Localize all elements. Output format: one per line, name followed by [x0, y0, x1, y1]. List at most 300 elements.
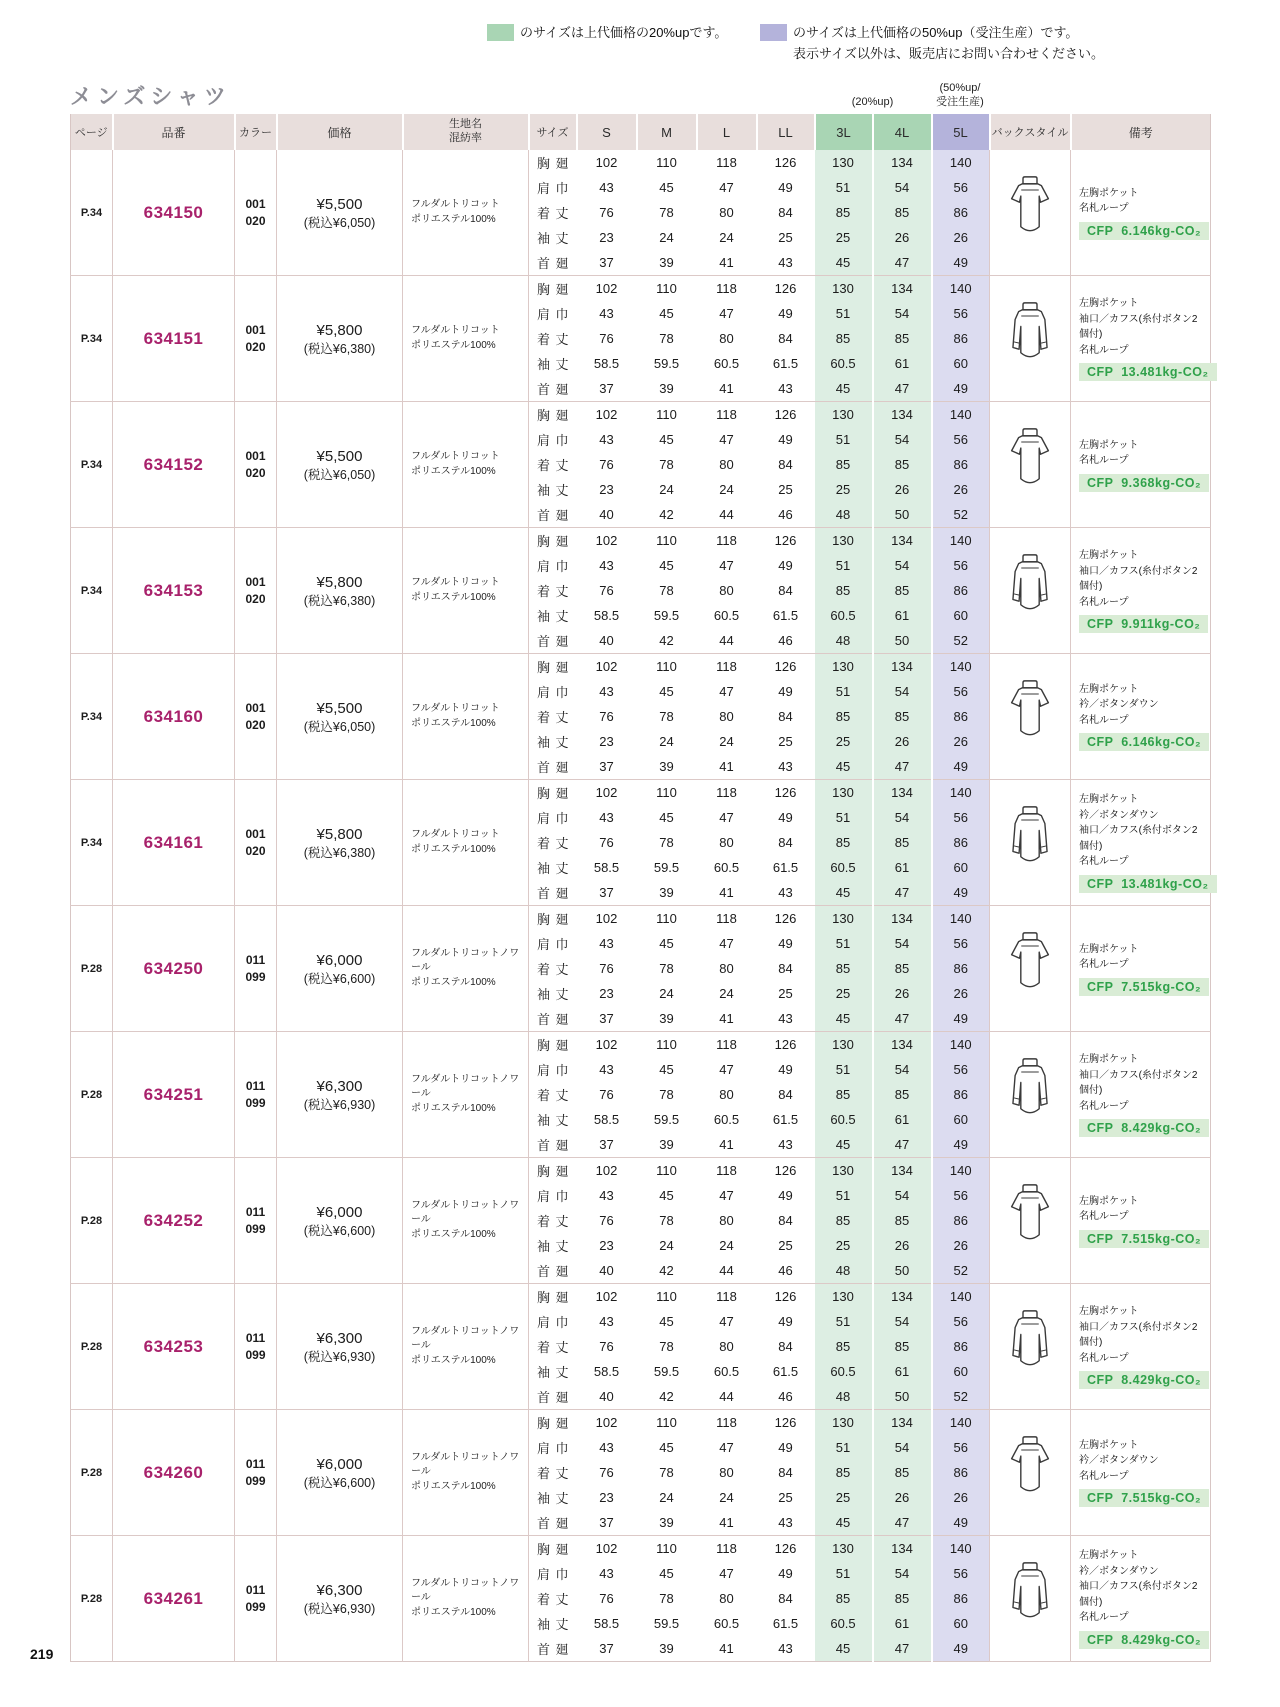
measure-label [529, 833, 577, 852]
measure-label-cell [529, 175, 577, 200]
measure-label-char: 廻 [555, 508, 569, 523]
price-tax: (税込¥6,930) [303, 1349, 376, 1364]
measure-value: 47 [719, 1440, 734, 1455]
measure-value: 85 [815, 1082, 873, 1107]
measure-value: 85 [873, 200, 932, 225]
measure-value: 140 [932, 1158, 990, 1184]
measure-value: 48 [815, 1258, 873, 1284]
measure-value: 118 [697, 276, 757, 302]
measure-value: 45 [815, 880, 873, 906]
measure-value: 118 [697, 1032, 757, 1058]
measure-label-char: 巾 [555, 559, 569, 574]
measure-value: 51 [815, 301, 873, 326]
shirt-long-sleeve-back-icon [1002, 1308, 1058, 1382]
measure-label-char: 廻 [555, 408, 569, 423]
measure-value: 130 [815, 1536, 873, 1562]
measure-value: 43 [599, 558, 614, 573]
cfp-badge: CFP 6.146kg-CO₂ [1079, 733, 1209, 751]
measure-label-char: 首 [537, 1012, 551, 1027]
measure-value: 60.5 [713, 608, 740, 623]
measure-value: 39 [659, 885, 674, 900]
measure-label-cell [529, 402, 577, 428]
measure-value: 25 [778, 986, 793, 1001]
remarks-cell [1071, 402, 1211, 528]
fabric-line: フルダルトリコットノワール [411, 1577, 520, 1604]
measure-value: 86 [932, 1208, 990, 1233]
remarks-cell [1071, 1284, 1211, 1410]
measure-label-char: 巾 [555, 307, 569, 322]
measure-value: 85 [815, 452, 873, 477]
col-header-remarks: 備考 [1071, 114, 1211, 150]
measure-value: 61 [873, 1611, 932, 1636]
measure-label-char: 丈 [555, 861, 569, 876]
measure-value: 51 [815, 1057, 873, 1082]
measure-label-char: 着 [537, 1466, 551, 1481]
color-code: 011 [245, 1331, 266, 1346]
measure-label [529, 531, 577, 550]
measure-value: 26 [873, 1233, 932, 1258]
price-tax: (税込¥6,600) [303, 1223, 376, 1238]
back-style-cell [990, 654, 1071, 780]
fabric-cell [403, 1536, 529, 1662]
measure-label-char: 首 [537, 760, 551, 775]
shirt-short-sleeve-back-icon [1002, 1182, 1058, 1256]
measure-value: 76 [599, 709, 614, 724]
measure-value: 80 [719, 1213, 734, 1228]
back-style-cell [990, 1284, 1071, 1410]
measure-value: 47 [873, 1510, 932, 1536]
measure-value: 46 [778, 1389, 793, 1404]
page-number: 219 [30, 1646, 54, 1662]
color-code: 020 [245, 213, 266, 228]
measure-value: 134 [873, 1158, 932, 1184]
col-header-size: サイズ [529, 114, 577, 150]
remark-line: 名札ループ [1079, 1612, 1129, 1624]
measure-label-cell [529, 1284, 577, 1310]
measure-value: 80 [719, 1591, 734, 1606]
measure-value: 23 [599, 482, 614, 497]
measure-value: 56 [932, 805, 990, 830]
measure-value: 41 [719, 1137, 734, 1152]
measure-label-cell [529, 1536, 577, 1562]
measure-value: 85 [873, 326, 932, 351]
measure-label-cell [529, 956, 577, 981]
color-codes [235, 780, 277, 906]
measure-label-cell [529, 1158, 577, 1184]
measure-label-char: 廻 [555, 1012, 569, 1027]
legend-20up [487, 24, 727, 41]
measure-value: 49 [778, 1314, 793, 1329]
measure-value: 60.5 [815, 1359, 873, 1384]
note-50up [925, 82, 995, 110]
measure-value: 134 [873, 1284, 932, 1310]
measure-value: 130 [815, 528, 873, 554]
color-code: 099 [245, 1221, 266, 1236]
measure-label-char: 胸 [537, 408, 551, 423]
measure-value: 85 [873, 452, 932, 477]
measure-value: 51 [815, 427, 873, 452]
measure-value: 47 [873, 754, 932, 780]
color-code: 099 [245, 1473, 266, 1488]
measure-label-cell [529, 351, 577, 376]
measure-value: 76 [599, 331, 614, 346]
measure-label [529, 1287, 577, 1306]
measure-label [529, 707, 577, 726]
measure-value: 26 [873, 1485, 932, 1510]
fabric-line: ポリエステル100% [411, 1354, 496, 1366]
fabric-line: ポリエステル100% [411, 843, 496, 855]
measure-label-char: 丈 [555, 458, 569, 473]
measure-value: 85 [815, 1334, 873, 1359]
product-row-line [71, 1536, 1211, 1562]
measure-value: 43 [778, 1515, 793, 1530]
measure-label-cell [529, 981, 577, 1006]
fabric-line: ポリエステル100% [411, 465, 496, 477]
color-codes [235, 1032, 277, 1158]
measure-value: 23 [599, 1490, 614, 1505]
price-cell [277, 150, 403, 276]
measure-value: 46 [778, 633, 793, 648]
col-header-page: ページ [71, 114, 113, 150]
measure-value: 25 [815, 225, 873, 250]
measure-label-char: 肩 [537, 1441, 551, 1456]
fabric-cell [403, 906, 529, 1032]
measure-value: 59.5 [653, 1112, 680, 1127]
measure-value: 86 [932, 200, 990, 225]
product-row-line [71, 150, 1211, 175]
measure-value: 47 [873, 250, 932, 276]
measure-value: 59.5 [653, 860, 680, 875]
measure-value: 61 [873, 855, 932, 880]
price-tax: (税込¥6,050) [303, 719, 376, 734]
measure-label-cell [529, 1233, 577, 1258]
measure-value: 130 [815, 1284, 873, 1310]
measure-value: 102 [577, 528, 637, 554]
price-main: ¥6,300 [316, 1329, 363, 1347]
measure-value: 80 [719, 331, 734, 346]
measure-value: 126 [757, 276, 815, 302]
measure-value: 80 [719, 709, 734, 724]
measure-label-char: 廻 [555, 1038, 569, 1053]
fabric-line: フルダルトリコットノワール [411, 1325, 520, 1352]
measure-value: 37 [599, 885, 614, 900]
remark-line: 袖口／カフス(糸付ボタン2個付) [1079, 1321, 1198, 1348]
measure-value: 78 [659, 709, 674, 724]
measure-value: 61 [873, 603, 932, 628]
measure-value: 80 [719, 1465, 734, 1480]
measure-value: 51 [815, 1183, 873, 1208]
measure-value: 102 [577, 780, 637, 806]
fabric-line: フルダルトリコットノワール [411, 947, 520, 974]
measure-label-cell [529, 1309, 577, 1334]
measure-value: 49 [932, 250, 990, 276]
price-tax: (税込¥6,930) [303, 1097, 376, 1112]
price-tax: (税込¥6,050) [303, 467, 376, 482]
measure-label [529, 858, 577, 877]
measure-value: 48 [815, 1384, 873, 1410]
fabric-line: ポリエステル100% [411, 213, 496, 225]
measure-value: 39 [659, 381, 674, 396]
measure-label [529, 1488, 577, 1507]
measure-value: 49 [778, 306, 793, 321]
measure-label-char: 袖 [537, 1113, 551, 1128]
remark-line: 左胸ポケット [1079, 1195, 1139, 1207]
measure-value: 86 [932, 1460, 990, 1485]
measure-value: 43 [599, 306, 614, 321]
measure-value: 24 [719, 1238, 734, 1253]
measure-value: 49 [778, 1566, 793, 1581]
fabric-cell [403, 654, 529, 780]
measure-label [529, 1413, 577, 1432]
remark-line: 名札ループ [1079, 1470, 1129, 1482]
measure-label-char: 袖 [537, 1239, 551, 1254]
measure-value: 41 [719, 885, 734, 900]
measure-value: 61 [873, 1107, 932, 1132]
price-cell [277, 780, 403, 906]
measure-label-char: 廻 [555, 1138, 569, 1153]
green-swatch-icon [487, 24, 514, 41]
measure-label-char: 袖 [537, 357, 551, 372]
measure-value: 118 [716, 155, 737, 170]
measure-value: 25 [778, 1238, 793, 1253]
measure-label-char: 廻 [555, 256, 569, 271]
measure-label [529, 1060, 577, 1079]
measure-value: 58.5 [593, 1616, 620, 1631]
page-ref: P.34 [71, 528, 113, 654]
measure-label [529, 1211, 577, 1230]
measure-label-char: 廻 [555, 282, 569, 297]
measure-value: 45 [815, 1510, 873, 1536]
measure-value: 50 [873, 502, 932, 528]
measure-value: 45 [815, 754, 873, 780]
measure-label-cell [529, 477, 577, 502]
measure-label-char: 袖 [537, 1365, 551, 1380]
measure-value: 86 [932, 830, 990, 855]
measure-value: 102 [577, 1536, 637, 1562]
measure-value: 51 [815, 175, 873, 200]
measure-value: 37 [599, 759, 614, 774]
measure-value: 61.5 [772, 860, 799, 875]
measure-value: 86 [932, 452, 990, 477]
measure-value: 43 [599, 1188, 614, 1203]
measure-value: 41 [719, 1515, 734, 1530]
remark-line: 左胸ポケット [1079, 187, 1139, 199]
price-tax: (税込¥6,600) [303, 971, 376, 986]
remark-line: 左胸ポケット [1079, 439, 1139, 451]
measure-value: 24 [659, 230, 674, 245]
measure-value: 47 [719, 1314, 734, 1329]
measure-value: 39 [659, 1011, 674, 1026]
measure-label-char: 着 [537, 1214, 551, 1229]
shirt-long-sleeve-back-icon [1002, 804, 1058, 878]
remark-line: 名札ループ [1079, 455, 1129, 466]
measure-value: 118 [697, 1410, 757, 1436]
measure-value: 54 [873, 1561, 932, 1586]
measure-value: 60.5 [713, 356, 740, 371]
measure-value: 43 [599, 936, 614, 951]
measure-value: 126 [774, 155, 797, 170]
remarks-cell [1071, 906, 1211, 1032]
measure-label-char: 丈 [555, 231, 569, 246]
measure-value: 85 [873, 956, 932, 981]
measure-label-char: 首 [537, 1264, 551, 1279]
measure-label [529, 959, 577, 978]
measure-value: 80 [719, 961, 734, 976]
measure-value: 47 [719, 1062, 734, 1077]
shirt-short-sleeve-back-icon [1002, 174, 1058, 248]
color-code: 020 [245, 591, 266, 606]
measure-value: 37 [599, 255, 614, 270]
measure-label-char: 丈 [555, 1214, 569, 1229]
fabric-line: フルダルトリコット [411, 325, 500, 336]
measure-value: 56 [932, 175, 990, 200]
measure-label [529, 1539, 577, 1558]
measure-label-char: 着 [537, 584, 551, 599]
fabric-cell [403, 528, 529, 654]
price-cell [277, 528, 403, 654]
measure-value: 50 [873, 1258, 932, 1284]
measure-value: 44 [719, 1263, 734, 1278]
measure-value: 84 [778, 331, 793, 346]
measure-label-char: 丈 [555, 357, 569, 372]
measure-value: 49 [932, 754, 990, 780]
remark-line: 左胸ポケット [1079, 1439, 1139, 1451]
measure-label-char: 首 [537, 1390, 551, 1405]
measure-value: 118 [697, 906, 757, 932]
measure-value: 84 [778, 1213, 793, 1228]
measure-label [529, 405, 577, 424]
page-ref: P.28 [71, 1410, 113, 1536]
fabric-line: フルダルトリコットノワール [411, 1073, 520, 1100]
measure-value: 85 [873, 704, 932, 729]
fabric-cell [403, 1410, 529, 1536]
measure-label [529, 1110, 577, 1129]
measure-value: 80 [719, 583, 734, 598]
measure-value: 126 [757, 1032, 815, 1058]
measure-label-cell [529, 1032, 577, 1058]
measure-value: 61 [873, 1359, 932, 1384]
remarks-cell [1071, 780, 1211, 906]
measure-label [529, 455, 577, 474]
measure-label-char: 胸 [537, 282, 551, 297]
measure-value: 56 [932, 427, 990, 452]
measure-value: 49 [932, 1132, 990, 1158]
measure-value: 60 [932, 603, 990, 628]
measure-value: 47 [873, 880, 932, 906]
measure-value: 140 [932, 276, 990, 302]
product-row-line [71, 1410, 1211, 1436]
remark-line: 衿／ボタンダウン [1079, 1455, 1159, 1467]
remark-line: 衿／ボタンダウン [1079, 809, 1159, 821]
measure-label-char: 肩 [537, 811, 551, 826]
col-header-m: M [637, 114, 697, 150]
measure-value: 45 [659, 1062, 674, 1077]
measure-label-char: 丈 [555, 206, 569, 221]
measure-label-char: 肩 [537, 307, 551, 322]
measure-value: 43 [599, 1062, 614, 1077]
measure-value: 43 [599, 1314, 614, 1329]
fabric-line: フルダルトリコット [411, 829, 500, 840]
measure-value: 140 [932, 906, 990, 932]
price-tax: (税込¥6,380) [303, 341, 376, 356]
measure-value: 130 [815, 906, 873, 932]
measure-value: 60.5 [713, 1616, 740, 1631]
measure-label [529, 279, 577, 298]
measure-label-char: 肩 [537, 685, 551, 700]
note-50up-line2: 受注生産) [936, 95, 984, 108]
color-code: 020 [245, 843, 266, 858]
measure-value: 47 [719, 180, 734, 195]
fabric-cell [403, 1284, 529, 1410]
measure-value: 102 [577, 402, 637, 428]
back-style-cell [990, 780, 1071, 906]
measure-label-char: 巾 [555, 1189, 569, 1204]
measure-value: 76 [599, 583, 614, 598]
measure-value: 24 [659, 986, 674, 1001]
measure-value: 60 [932, 1611, 990, 1636]
measure-value: 76 [599, 1591, 614, 1606]
shirt-short-sleeve-back-icon [1002, 930, 1058, 1004]
measure-value: 140 [932, 780, 990, 806]
measure-value: 37 [599, 1641, 614, 1656]
measure-value: 24 [719, 986, 734, 1001]
measure-label-char: 着 [537, 1340, 551, 1355]
measure-value: 85 [873, 1586, 932, 1611]
measure-value: 58.5 [593, 860, 620, 875]
fabric-line: ポリエステル100% [411, 1480, 496, 1492]
remarks-cell [1071, 1536, 1211, 1662]
price-main: ¥6,300 [316, 1077, 363, 1095]
measure-value: 56 [932, 301, 990, 326]
measure-label-char: 胸 [537, 1038, 551, 1053]
measure-label-cell [529, 1082, 577, 1107]
remark-line: 名札ループ [1079, 714, 1129, 726]
measure-label [529, 430, 577, 449]
measure-value: 130 [815, 654, 873, 680]
measure-value: 134 [873, 528, 932, 554]
measure-value: 78 [659, 1465, 674, 1480]
measure-label-char: 胸 [537, 1542, 551, 1557]
measure-label-char: 巾 [555, 937, 569, 952]
measure-value: 39 [659, 759, 674, 774]
measure-value: 52 [932, 628, 990, 654]
price-tax: (税込¥6,380) [303, 593, 376, 608]
item-number: 634150 [113, 150, 235, 276]
measure-value: 60 [932, 1107, 990, 1132]
measure-value: 76 [599, 1339, 614, 1354]
measure-value: 110 [637, 1284, 697, 1310]
measure-label [529, 505, 577, 524]
measure-label [529, 556, 577, 575]
page-ref: P.34 [71, 402, 113, 528]
measure-label-char: 胸 [537, 534, 551, 549]
measure-label-char: 丈 [555, 483, 569, 498]
col-header-ll: LL [757, 114, 815, 150]
remark-line: 名札ループ [1079, 1100, 1129, 1112]
measure-label-char: 巾 [555, 1315, 569, 1330]
color-code: 001 [245, 827, 266, 842]
remark-line: 左胸ポケット [1079, 683, 1139, 695]
measure-value: 86 [932, 578, 990, 603]
remark-line: 左胸ポケット [1079, 298, 1139, 309]
measure-value: 59.5 [653, 1364, 680, 1379]
measure-label-char: 肩 [537, 1189, 551, 1204]
measure-label [529, 883, 577, 902]
measure-value: 102 [595, 155, 618, 170]
measure-value: 51 [815, 1561, 873, 1586]
measure-label-char: 袖 [537, 1617, 551, 1632]
measure-label-char: 袖 [537, 231, 551, 246]
